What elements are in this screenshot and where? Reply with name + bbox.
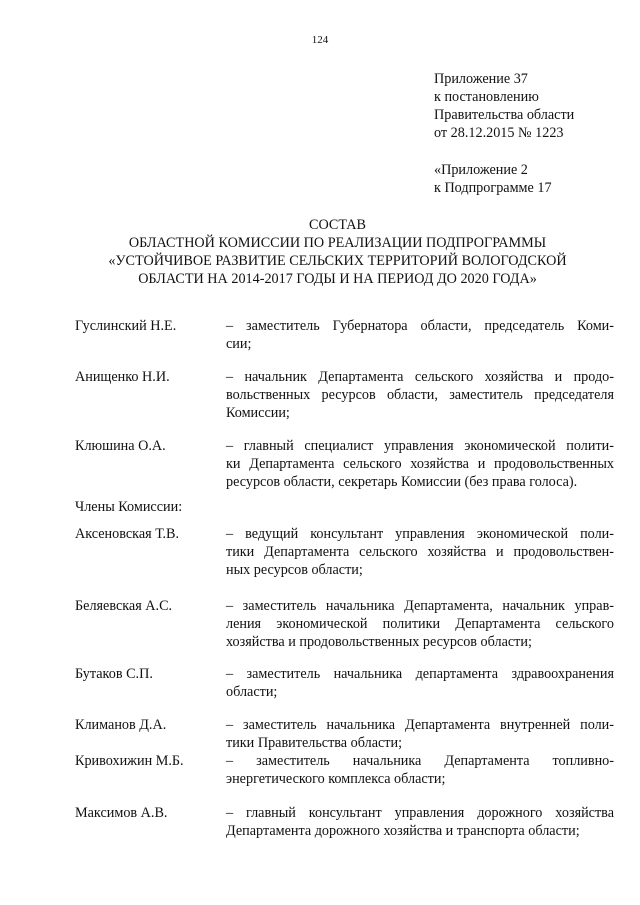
role-line: области; bbox=[226, 684, 278, 700]
role-line: ки Департамента сельского хозяйства и продовольственных bbox=[226, 456, 614, 472]
role-line: – заместитель начальника Департамента топливно- bbox=[226, 753, 614, 769]
member-role bbox=[226, 597, 614, 651]
member-name: Анищенко Н.И. bbox=[75, 369, 170, 385]
member-role bbox=[226, 368, 614, 422]
appendix-sub-line: «Приложение 2 bbox=[434, 162, 528, 178]
role-line: энергетического комплекса области; bbox=[226, 771, 446, 787]
appendix-subheader bbox=[434, 161, 634, 197]
appendix-line: Правительства области bbox=[434, 107, 575, 123]
role-line: – заместитель начальника Департамента, начальник управ- bbox=[226, 598, 614, 614]
role-line: – начальник Департамента сельского хозяйства и продо- bbox=[226, 369, 614, 385]
title-line: ОБЛАСТИ НА 2014-2017 ГОДЫ И НА ПЕРИОД ДО 2020 ГОДА» bbox=[138, 271, 537, 287]
role-line: – заместитель Губернатора области, председатель Коми- bbox=[226, 318, 614, 334]
appendix-line: от 28.12.2015 № 1223 bbox=[434, 125, 564, 141]
role-line: – главный специалист управления экономической полити- bbox=[226, 438, 614, 454]
appendix-header bbox=[434, 70, 634, 142]
role-line: Департамента дорожного хозяйства и транспорта области; bbox=[226, 823, 580, 839]
role-line: Комиссии; bbox=[226, 405, 290, 421]
member-name: Кривохижин М.Б. bbox=[75, 753, 184, 769]
role-line: ных ресурсов области; bbox=[226, 562, 363, 578]
role-line: ресурсов области, секретарь Комиссии (без права голоса). bbox=[226, 474, 578, 490]
member-role bbox=[226, 317, 614, 353]
member-name: Аксеновская Т.В. bbox=[75, 526, 180, 542]
appendix-line: Приложение 37 bbox=[434, 71, 528, 87]
member-role bbox=[226, 525, 614, 579]
role-line: – ведущий консультант управления экономической поли- bbox=[226, 526, 614, 542]
title-line: СОСТАВ bbox=[308, 217, 366, 233]
member-role bbox=[226, 665, 614, 701]
member-role bbox=[226, 752, 614, 788]
role-line: – заместитель начальника департамента здравоохранения bbox=[226, 666, 614, 682]
member-name: Бутаков С.П. bbox=[75, 666, 153, 682]
member-name: Гуслинский Н.Е. bbox=[75, 318, 177, 334]
role-line: сии; bbox=[226, 336, 252, 352]
member-name: Беляевская А.С. bbox=[75, 598, 173, 614]
page-number: 124 bbox=[311, 34, 329, 46]
role-line: хозяйства и продовольственных ресурсов области; bbox=[226, 634, 532, 650]
member-role bbox=[226, 437, 614, 491]
member-name: Максимов А.В. bbox=[75, 805, 168, 821]
role-line: ления экономической политики Департамента сельского bbox=[226, 616, 614, 632]
members-section-label: Члены Комиссии: bbox=[75, 499, 183, 515]
role-line: – главный консультант управления дорожного хозяйства bbox=[226, 805, 614, 821]
member-role bbox=[226, 804, 614, 840]
role-line: вольственных ресурсов области, заместитель председателя bbox=[226, 387, 614, 403]
appendix-line: к постановлению bbox=[434, 89, 539, 105]
member-role bbox=[226, 716, 614, 752]
member-name: Клюшина О.А. bbox=[75, 438, 166, 454]
member-name: Климанов Д.А. bbox=[75, 717, 167, 733]
role-line: – заместитель начальника Департамента внутренней поли- bbox=[226, 717, 614, 733]
appendix-sub-line: к Подпрограмме 17 bbox=[434, 180, 552, 196]
title-line: «УСТОЙЧИВОЕ РАЗВИТИЕ СЕЛЬСКИХ ТЕРРИТОРИЙ ВОЛОГОДСКОЙ bbox=[108, 253, 567, 269]
role-line: тики Департамента сельского хозяйства и продовольствен- bbox=[226, 544, 614, 560]
title-line: ОБЛАСТНОЙ КОМИССИИ ПО РЕАЛИЗАЦИИ ПОДПРОГРАММЫ bbox=[128, 235, 547, 251]
document-title bbox=[60, 216, 615, 288]
role-line: тики Правительства области; bbox=[226, 735, 403, 751]
